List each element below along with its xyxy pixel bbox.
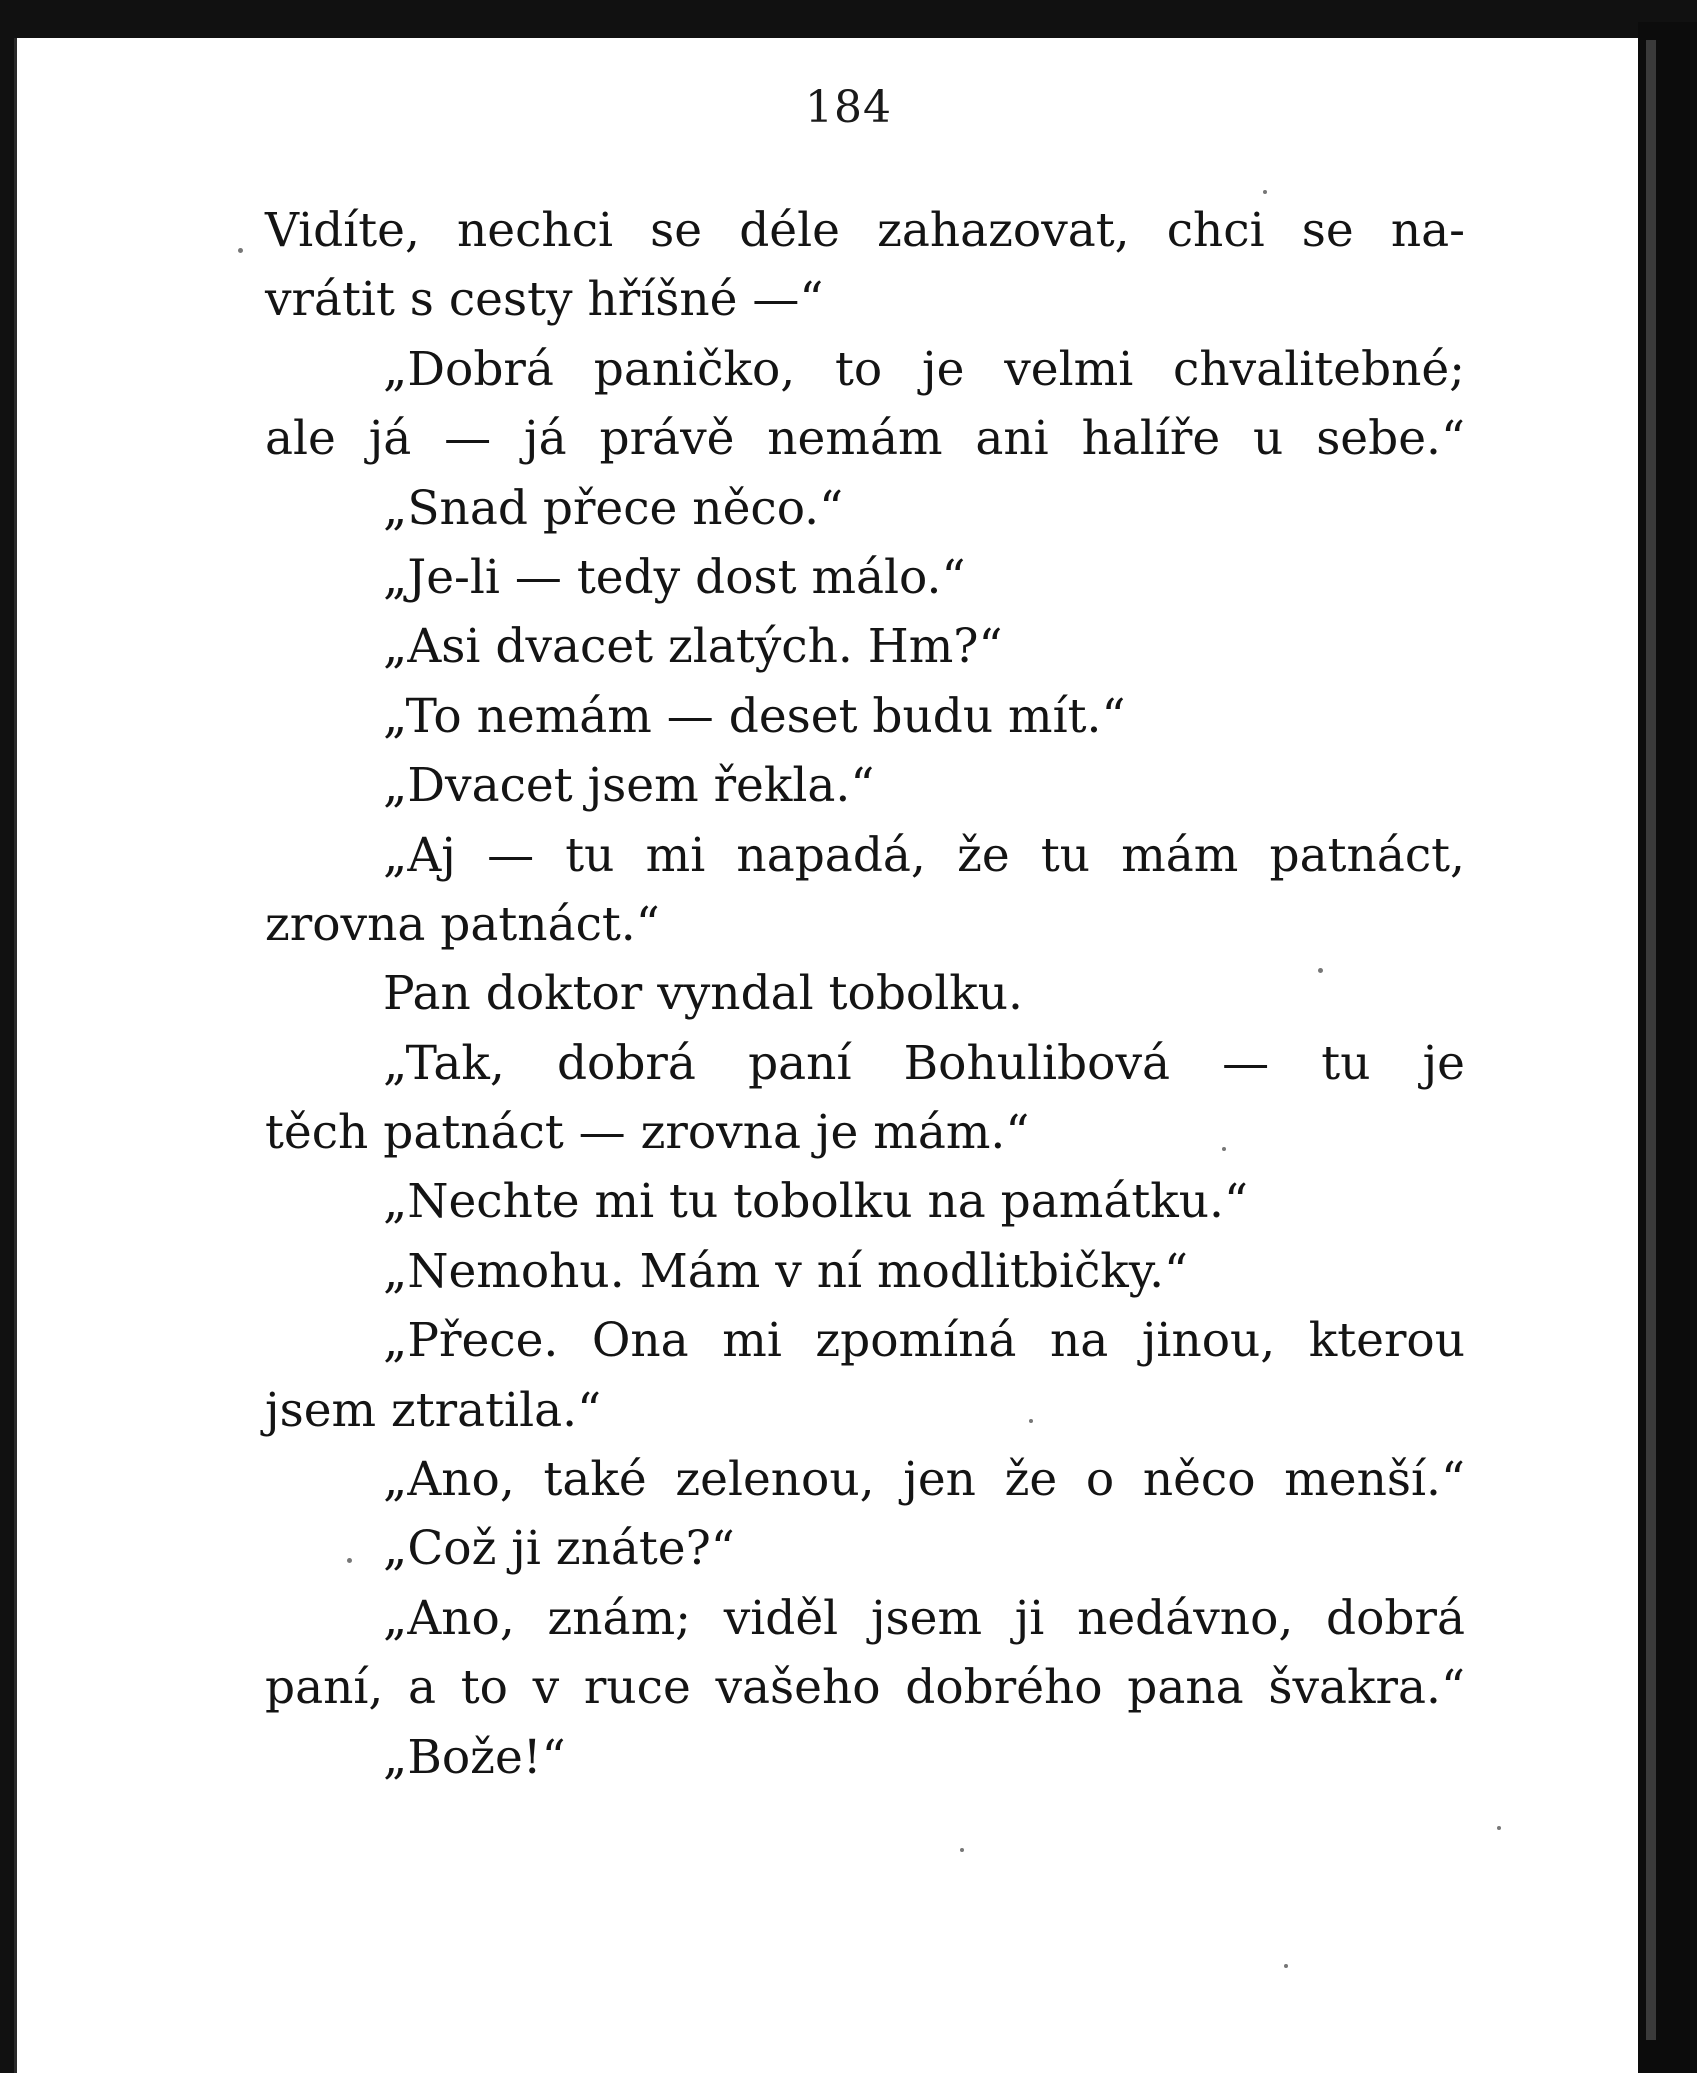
text-line: paní, a to v ruce vašeho dobrého pana švakra.“ [265,1660,1465,1716]
text-line: „Aj — tu mi napadá, že tu mám patnáct, [383,827,1465,883]
text-line: „Tak, dobrá paní Bohulibová — tu je [383,1035,1465,1091]
text-line: „Asi dvacet zlatých. Hm?“ [383,619,1003,675]
text-line: „To nemám — deset budu mít.“ [383,688,1126,744]
text-line: ale já — já právě nemám ani halíře u sebe.“ [265,411,1465,467]
text-line: „Dobrá paničko, to je velmi chvalitebné; [383,341,1465,397]
text-line: „Nemohu. Mám v ní modlitbičky.“ [383,1243,1189,1299]
text-line: „Což ji znáte?“ [383,1521,735,1577]
page-edge-shadow [1646,40,1656,2040]
scan-speck [1222,1147,1226,1151]
text-line: „Bože!“ [383,1729,566,1785]
text-line: Pan doktor vyndal tobolku. [383,966,1023,1022]
text-line: těch patnáct — zrovna je mám.“ [265,1105,1030,1161]
text-line: „Přece. Ona mi zpomíná na jinou, kterou [383,1313,1465,1369]
text-line: zrovna patnáct.“ [265,896,660,952]
scan-speck [1318,968,1323,973]
text-line: „Je-li — tedy dost málo.“ [383,549,966,605]
text-line: jsem ztratila.“ [265,1382,602,1438]
scan-speck [1263,190,1267,194]
scan-speck [1029,1419,1033,1423]
scan-speck [238,248,243,253]
scan-speck [1497,1826,1501,1830]
text-line: „Nechte mi tu tobolku na památku.“ [383,1174,1248,1230]
scan-speck [347,1558,352,1563]
text-line: „Ano, také zelenou, jen že o něco menší.“ [383,1452,1465,1508]
text-line: Vidíte, nechci se déle zahazovat, chci se na- [265,203,1465,258]
text-line: „Snad přece něco.“ [383,480,844,536]
page-number: 184 [805,82,892,133]
body-text [265,196,1465,1792]
text-line: „Ano, znám; viděl jsem ji nedávno, dobrá [383,1590,1465,1646]
scan-speck [1284,1964,1288,1968]
scan-speck [960,1848,964,1852]
text-line: vrátit s cesty hříšné —“ [265,272,824,328]
text-line: „Dvacet jsem řekla.“ [383,758,875,814]
